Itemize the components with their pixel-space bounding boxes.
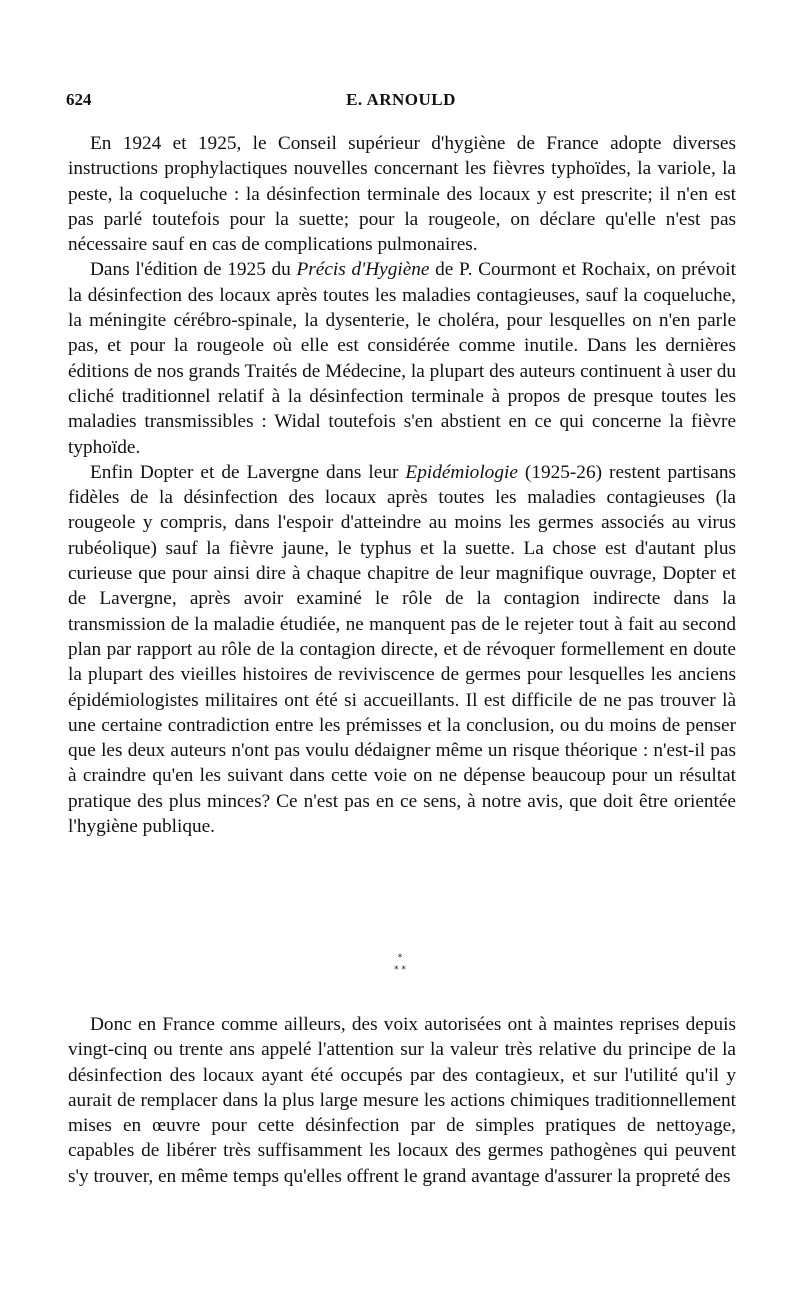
book-title-epidemiologie: Epidémiologie (405, 461, 518, 483)
paragraph-2-start: Dans l'édition de 1925 du (90, 259, 297, 281)
paragraph-2 (68, 257, 736, 459)
paragraph-1: En 1924 et 1925, le Conseil supérieur d'hygiène de France adopte diverses instructions prophylactiques nouvelles concernant les fièvres typhoïdes, la variole, la peste, la coqueluche : la désinfection terminale des locaux y est prescrite; il n'en est pas parlé toutefois pour la suette; pour la rougeole, on déclare qu'elle n'est pas nécessaire sauf en cas de complications pulmonaires. (68, 133, 736, 256)
separator-bottom-stars: * * (394, 965, 406, 975)
paragraph-2-rest: de P. Courmont et Rochaix, on prévoit la désinfection des locaux après toutes les maladies contagieuses, sauf la coqueluche, la méningite cérébro-spinale, la dysenterie, le choléra, pour lesquelles on n'en parle pas, et pour la rougeole où elle est considérée comme inutile. Dans les dernières éditions de nos grands Traités de Médecine, la plupart des auteurs continuent à user du cliché traditionnel relatif à la désinfection terminale à propos de presque toutes les maladies transmissibles : Widal toutefois s'en abstient en ce qui concerne la fièvre typhoïde. (68, 259, 736, 458)
body-text (68, 131, 736, 839)
page-number: 624 (66, 90, 92, 109)
body-text-continued (68, 1012, 736, 1189)
running-head (66, 90, 736, 114)
paragraph-3-rest: (1925-26) restent partisans fidèles de la désinfection des locaux après toutes les maladies contagieuses (la rougeole y compris, dans l'espoir d'atteindre au moins les germes associés au virus rubéolique) sauf la fièvre jaune, le typhus et la suette. La chose est d'autant plus curieuse que pour ainsi dire à chaque chapitre de leur magnifique ouvrage, Dopter et de Lavergne, après avoir examiné le rôle de la contagion indirecte dans la transmission de la maladie étudiée, ne manquent pas de le rejeter tout à fait au second plan par rapport au rôle de la contagion directe, et de révoquer formellement en doute la plupart des vieilles histoires de reviviscence de germes pour lesquelles les anciens épidémiologistes militaires ont été si accueillants. Il est difficile de ne pas trouver là une certaine contradiction entre les prémisses et la conclusion, ou du moins de penser que les deux auteurs n'ont pas voulu dédaigner même un risque théorique : n'est-il pas à craindre qu'en les suivant dans cette voie on ne dépense beaucoup pour un résultat pratique des plus minces? Ce n'est pas en ce sens, à notre avis, que doit être orientée l'hygiène publique. (68, 461, 736, 838)
book-title-precis: Précis d'Hygiène (296, 259, 430, 281)
section-separator (0, 952, 800, 976)
separator-top-star: * (397, 953, 403, 963)
paragraph-3 (68, 460, 736, 839)
running-title: E. ARNOULD (346, 90, 456, 109)
paragraph-3-start: Enfin Dopter et de Lavergne dans leur (90, 461, 406, 483)
paragraph-4: Donc en France comme ailleurs, des voix autorisées ont à maintes reprises depuis vingt-cinq ou trente ans appelé l'attention sur la valeur très relative du principe de la désinfection des locaux ayant été occupés par des contagieux, et sur l'utilité qu'il y aurait de remplacer dans la plus large mesure les actions chimiques traditionnellement mises en œuvre pour cette désinfection par de simples pratiques de nettoyage, capables de libérer très suffisamment les locaux des germes pathogènes qui peuvent s'y trouver, en même temps qu'elles offrent le grand avantage d'assurer la propreté des (68, 1014, 736, 1187)
